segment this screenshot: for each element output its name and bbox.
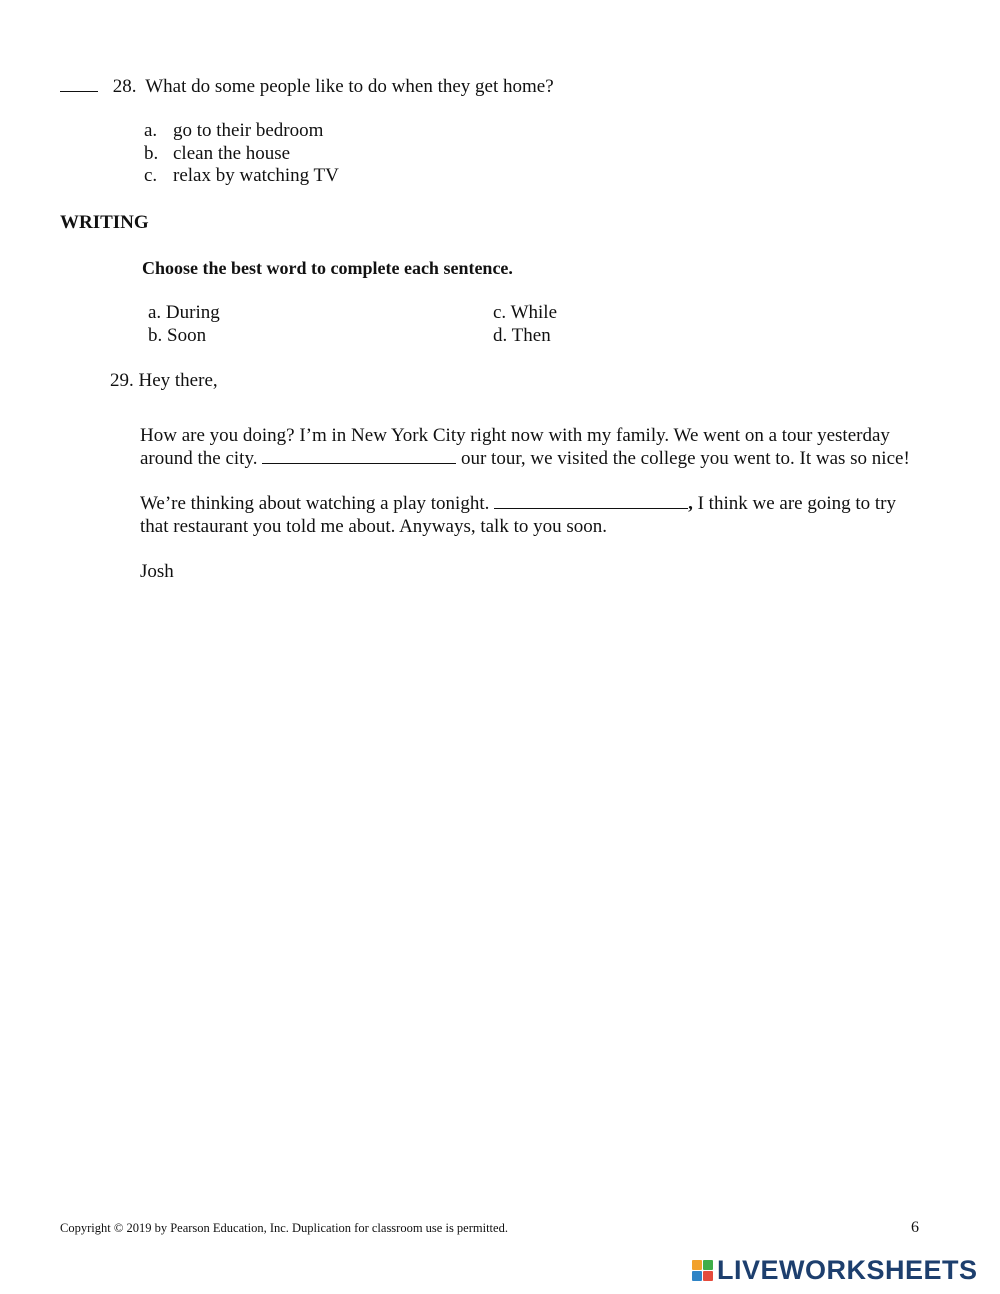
answer-blank-28[interactable] (60, 90, 98, 92)
logo-square (692, 1260, 702, 1270)
text: our tour, we visited the college you went to. It was so nice! (460, 448, 910, 469)
fill-blank-2[interactable] (494, 494, 688, 509)
question-text: What do some people like to do when they get home? (145, 76, 554, 97)
option-letter: a. (144, 120, 158, 141)
liveworksheets-logo (692, 1254, 978, 1286)
logo-square (703, 1260, 713, 1270)
text: I think we are going to try (697, 493, 897, 514)
question-28 (60, 76, 554, 98)
paragraph-2-line-2: that restaurant you told me about. Anyways, talk to you soon. (140, 516, 608, 537)
text: We’re thinking about watching a play tonight. (140, 493, 490, 514)
option-text: clean the house (173, 143, 291, 164)
comma: , (688, 493, 693, 514)
paragraph-1-line-1: How are you doing? I’m in New York City right now with my family. We went on a tour yesterday (140, 425, 890, 446)
choice-d: d. Then (493, 325, 551, 346)
copyright: Copyright © 2019 by Pearson Education, Inc. Duplication for classroom use is permitted. (60, 1221, 508, 1235)
signature: Josh (140, 561, 174, 582)
option-letter: b. (144, 143, 159, 164)
option-a[interactable] (144, 120, 323, 142)
section-heading: WRITING (60, 212, 149, 233)
choice-c: c. While (493, 302, 558, 323)
page-number: 6 (911, 1219, 919, 1236)
logo-text: LIVEWORKSHEETS (717, 1254, 978, 1285)
logo-square (703, 1271, 713, 1281)
logo-icon (692, 1260, 713, 1281)
fill-blank-1[interactable] (262, 449, 456, 464)
option-letter: c. (144, 165, 158, 186)
paragraph-2-line-1 (140, 493, 896, 515)
letter-greeting: 29. Hey there, (110, 370, 218, 391)
text: around the city. (140, 448, 258, 469)
paragraph-1-line-2 (140, 448, 910, 470)
option-text: go to their bedroom (173, 120, 324, 141)
question-number: 28. (112, 76, 137, 97)
logo-square (692, 1271, 702, 1281)
option-text: relax by watching TV (173, 165, 339, 186)
option-c[interactable] (144, 165, 339, 187)
instruction: Choose the best word to complete each sentence. (142, 258, 513, 278)
option-b[interactable] (144, 143, 290, 165)
choice-a: a. During (148, 302, 220, 323)
choice-b: b. Soon (148, 325, 207, 346)
